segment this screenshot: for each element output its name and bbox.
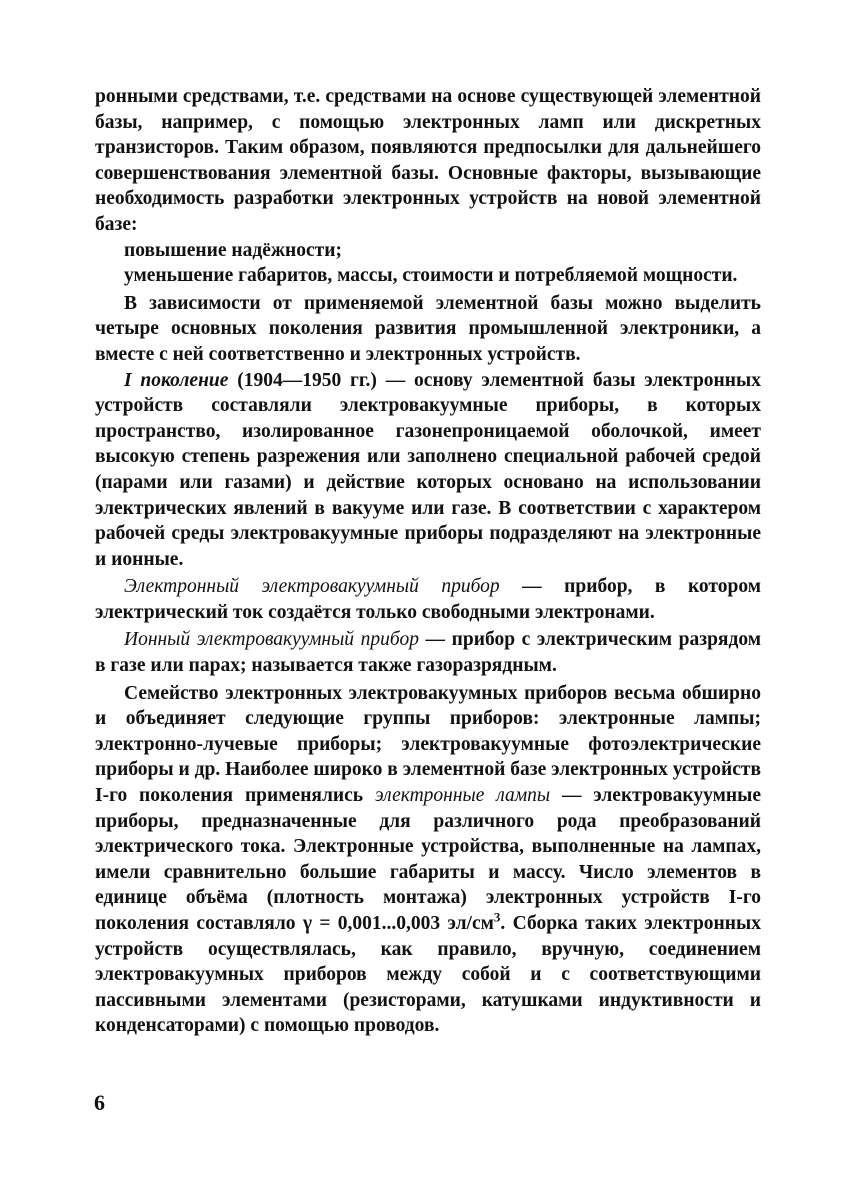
ionic-device-definition: — прибор с электрическим разрядом в газе или парах; называется также газоразрядным. xyxy=(95,629,761,677)
paragraph-ionic-device xyxy=(95,627,761,678)
first-generation-text: (1904—1950 гг.) — основу элементной базы электронных устройств составляли электровакуумные приборы, в которых пространство, изолированное газонепроницаемой оболочкой, имеет высокую степень разрежения или заполнено специальной рабочей средой (парами или газами) и действие которых основано на использовании электрических явлений в вакууме или газе. В соответствии с характером рабочей среды электровакуумные приборы подразделяют на электронные и ионные. xyxy=(95,369,762,570)
first-generation-heading: I поколение xyxy=(124,369,229,391)
tube-family-text-a: Семейство электронных электровакуумных приборов весьма обширно и объединяет следующие группы приборов: электронные лампы; электронно-лучевые приборы; электровакуумные фотоэлектрические приборы и др. Наиболее широко в элементной базе электронных устройств I-го поколения применялись xyxy=(95,682,761,807)
paragraph-generations: В зависимости от применяемой элементной базы можно выделить четыре основных поколения развития промышленной электроники, а вместе с ней соответственно и электронных устройств. xyxy=(95,292,761,365)
ionic-device-term: Ионный электровакуумный прибор xyxy=(124,629,419,651)
paragraph-tube-family xyxy=(95,681,761,1039)
list-item-reliability: повышение надёжности; xyxy=(124,239,342,261)
list-item-size-reduction: уменьшение габаритов, массы, стоимости и потребляемой мощности. xyxy=(124,265,738,287)
paragraph-electronic-device xyxy=(95,574,761,625)
paragraph-first-generation xyxy=(95,368,761,573)
page-text xyxy=(95,84,761,1039)
tube-family-text-b: — электровакуумные приборы, предназначенные для различного рода преобразований электрического тока. Электронные устройства, выполненные на лампах, имели сравнительно большие габариты и массу. Число элементов в единице объёма (плотность монтажа) электронных устройств I-го поколения составляло γ = 0,001...0,003 эл/см xyxy=(95,785,761,934)
electronic-device-definition: — прибор, в котором электрический ток создаётся только свободными электронами. xyxy=(95,576,761,623)
electronic-tubes-term: электронные лампы xyxy=(374,785,551,807)
page-number: 6 xyxy=(94,1090,105,1115)
superscript-exponent: 3 xyxy=(493,909,501,925)
paragraph-intro: ронными средствами, т.е. средствами на основе существующей элементной базы, например, с помощью электронных ламп или дискретных транзисторов. Таким образом, появляются предпосылки для дальнейшего совершенствования элементной базы. Основные факторы, вызывающие необходимость разработки электронных устройств на новой элементной базе: xyxy=(95,86,761,235)
electronic-device-term: Электронный электровакуумный прибор xyxy=(124,576,500,598)
tube-family-text-c: . Сборка таких электронных устройств осуществлялась, как правило, вручную, соединением электровакуумных приборов между собой и с соответствующими пассивными элементами (резисторами, катушками индуктивности и конденсаторами) с помощью проводов. xyxy=(95,913,761,1037)
